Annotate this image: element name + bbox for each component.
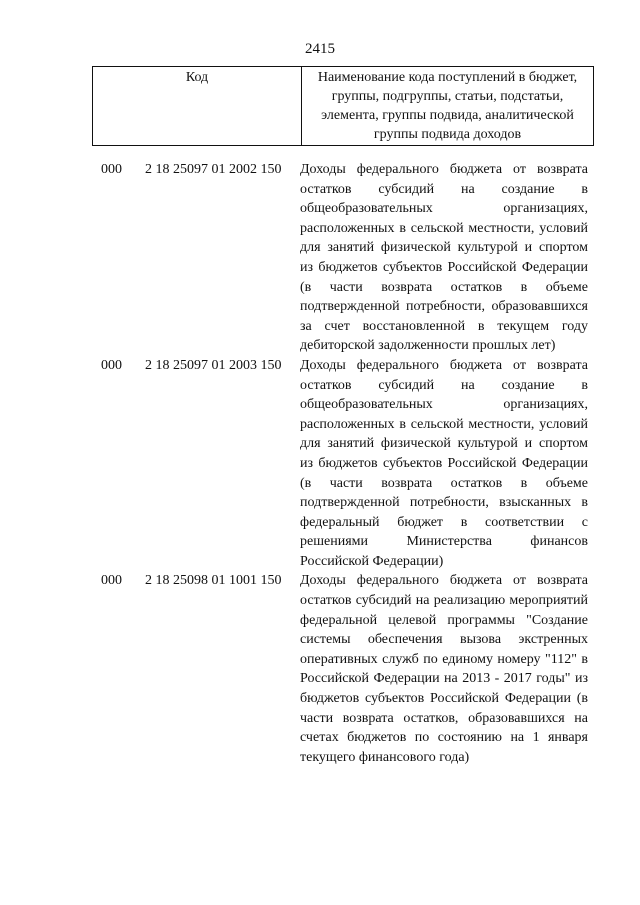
admin-code: 000 <box>101 573 122 589</box>
header-code-column: Код <box>93 67 302 146</box>
admin-code: 000 <box>101 162 122 177</box>
list-item <box>0 571 640 767</box>
revenue-classification-code: 2 18 25098 01 1001 150 <box>145 573 282 589</box>
header-name-column: Наименование кода поступлений в бюджет, группы, подгруппы, статьи, подстатьи, элемента, группы подвида, аналитической группы подвида доходов <box>302 67 594 146</box>
list-item <box>0 356 640 572</box>
revenue-classification-code: 2 18 25097 01 2002 150 <box>145 162 282 177</box>
page-number: 2415 <box>305 41 335 57</box>
revenue-code-description: Доходы федерального бюджета от возврата остатков субсидий на создание в общеобразовательных организациях, расположенных в сельской местности, условий для занятий физической культурой и спортом из бюджетов субъектов Российской Федерации (в части возврата остатков в объеме подтвержденной потребности, образовавшихся за счет восстановленной в текущем году дебиторской задолженности прошлых лет) <box>300 162 588 354</box>
revenue-code-description: Доходы федерального бюджета от возврата остатков субсидий на создание в общеобразовательных организациях, расположенных в сельской местности, условий для занятий физической культурой и спортом из бюджетов субъектов Российской Федерации (в части возврата остатков в объеме подтвержденной потребности, взысканных в федеральный бюджет в соответствии с решениями Министерства финансов Российской Федерации) <box>300 357 588 569</box>
revenue-code-description: Доходы федерального бюджета от возврата остатков субсидий на реализацию мероприятий федеральной целевой программы "Создание системы обеспечения вызова экстренных оперативных служб по единому номеру "112" в Российской Федерации на 2013 - 2017 годы" из бюджетов субъектов Российской Федерации (в части возврата остатков, образовавшихся на счетах бюджетов по состоянию на 1 января текущего финансового года) <box>300 573 588 765</box>
admin-code: 000 <box>101 357 122 373</box>
revenue-classification-code: 2 18 25097 01 2003 150 <box>145 357 282 373</box>
list-item <box>0 160 640 356</box>
revenue-code-list <box>0 160 640 767</box>
header-table <box>92 66 594 146</box>
